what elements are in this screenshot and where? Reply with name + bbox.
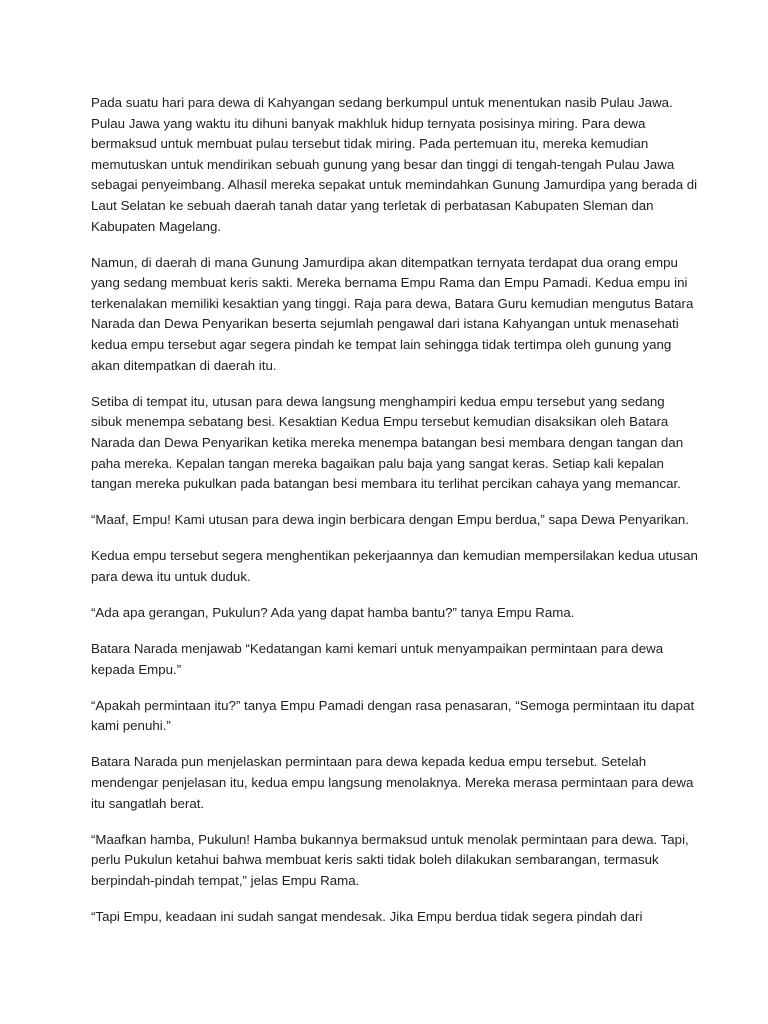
paragraph-9: Batara Narada pun menjelaskan permintaan para dewa kepada kedua empu tersebut. Setelah mendengar penjelasan itu, kedua empu langsung menolaknya. Mereka merasa permintaan para dewa itu sangatlah berat.	[91, 754, 694, 811]
paragraph-7: Batara Narada menjawab “Kedatangan kami kemari untuk menyampaikan permintaan para dewa kepada Empu.”	[91, 641, 664, 677]
paragraph-11: “Tapi Empu, keadaan ini sudah sangat mendesak. Jika Empu berdua tidak segera pindah dari	[91, 909, 643, 924]
paragraph-8: “Apakah permintaan itu?” tanya Empu Pamadi dengan rasa penasaran, “Semoga permintaan itu dapat kami penuhi.”	[91, 697, 695, 734]
paragraph-5: Kedua empu tersebut segera menghentikan pekerjaannya dan kemudian mempersilakan kedua utusan para dewa itu untuk duduk.	[91, 548, 698, 584]
paragraph-4: “Maaf, Empu! Kami utusan para dewa ingin berbicara dengan Empu berdua,” sapa Dewa Penyarikan.	[91, 512, 689, 528]
paragraph-1: Pada suatu hari para dewa di Kahyangan sedang berkumpul untuk menentukan nasib Pulau Jawa. Pulau Jawa yang waktu itu dihuni banyak makhluk hidup ternyata posisinya miring. Para dewa bermaksud untuk membuat pulau tersebut tidak miring. Pada pertemuan itu, mereka kemudian memutuskan untuk mendirikan sebuah gunung yang besar dan tinggi di tengah-tengah Pulau Jawa sebagai penyeimbang. Alhasil mereka sepakat untuk memindahkan Gunung Jamurdipa yang berada di Laut Selatan ke sebuah daerah tanah datar yang terletak di perbatasan Kabupaten Sleman dan Kabupaten Magelang.	[91, 95, 698, 234]
paragraph-3: Setiba di tempat itu, utusan para dewa langsung menghampiri kedua empu tersebut yang sedang sibuk menempa sebatang besi. Kesaktian Kedua Empu tersebut kemudian disaksikan oleh Batara Narada dan Dewa Penyarikan ketika mereka menempa batangan besi membara dengan tangan dan paha mereka. Kepalan tangan mereka bagaikan palu baja yang sangat keras. Setiap kali kepalan tangan mereka pukulkan pada batangan besi membara itu terlihat percikan cahaya yang memancar.	[91, 393, 684, 492]
paragraph-2: Namun, di daerah di mana Gunung Jamurdipa akan ditempatkan ternyata terdapat dua orang empu yang sedang membuat keris sakti. Mereka bernama Empu Rama dan Empu Pamadi. Kedua empu ini terkenalakan memiliki kesaktian yang tinggi. Raja para dewa, Batara Guru kemudian mengutus Batara Narada dan Dewa Penyarikan beserta sejumlah pengawal dari istana Kahyangan untuk menasehati kedua empu tersebut agar segera pindah ke tempat lain sehingga tidak tertimpa oleh gunung yang akan ditempatkan di daerah itu.	[91, 254, 694, 373]
paragraph-10: “Maafkan hamba, Pukulun! Hamba bukannya bermaksud untuk menolak permintaan para dewa. Tapi, perlu Pukulun ketahui bahwa membuat keris sakti tidak boleh dilakukan sembarangan, termasuk berpindah-pindah tempat,” jelas Empu Rama.	[91, 831, 689, 888]
paragraph-6: “Ada apa gerangan, Pukulun? Ada yang dapat hamba bantu?” tanya Empu Rama.	[91, 604, 575, 620]
